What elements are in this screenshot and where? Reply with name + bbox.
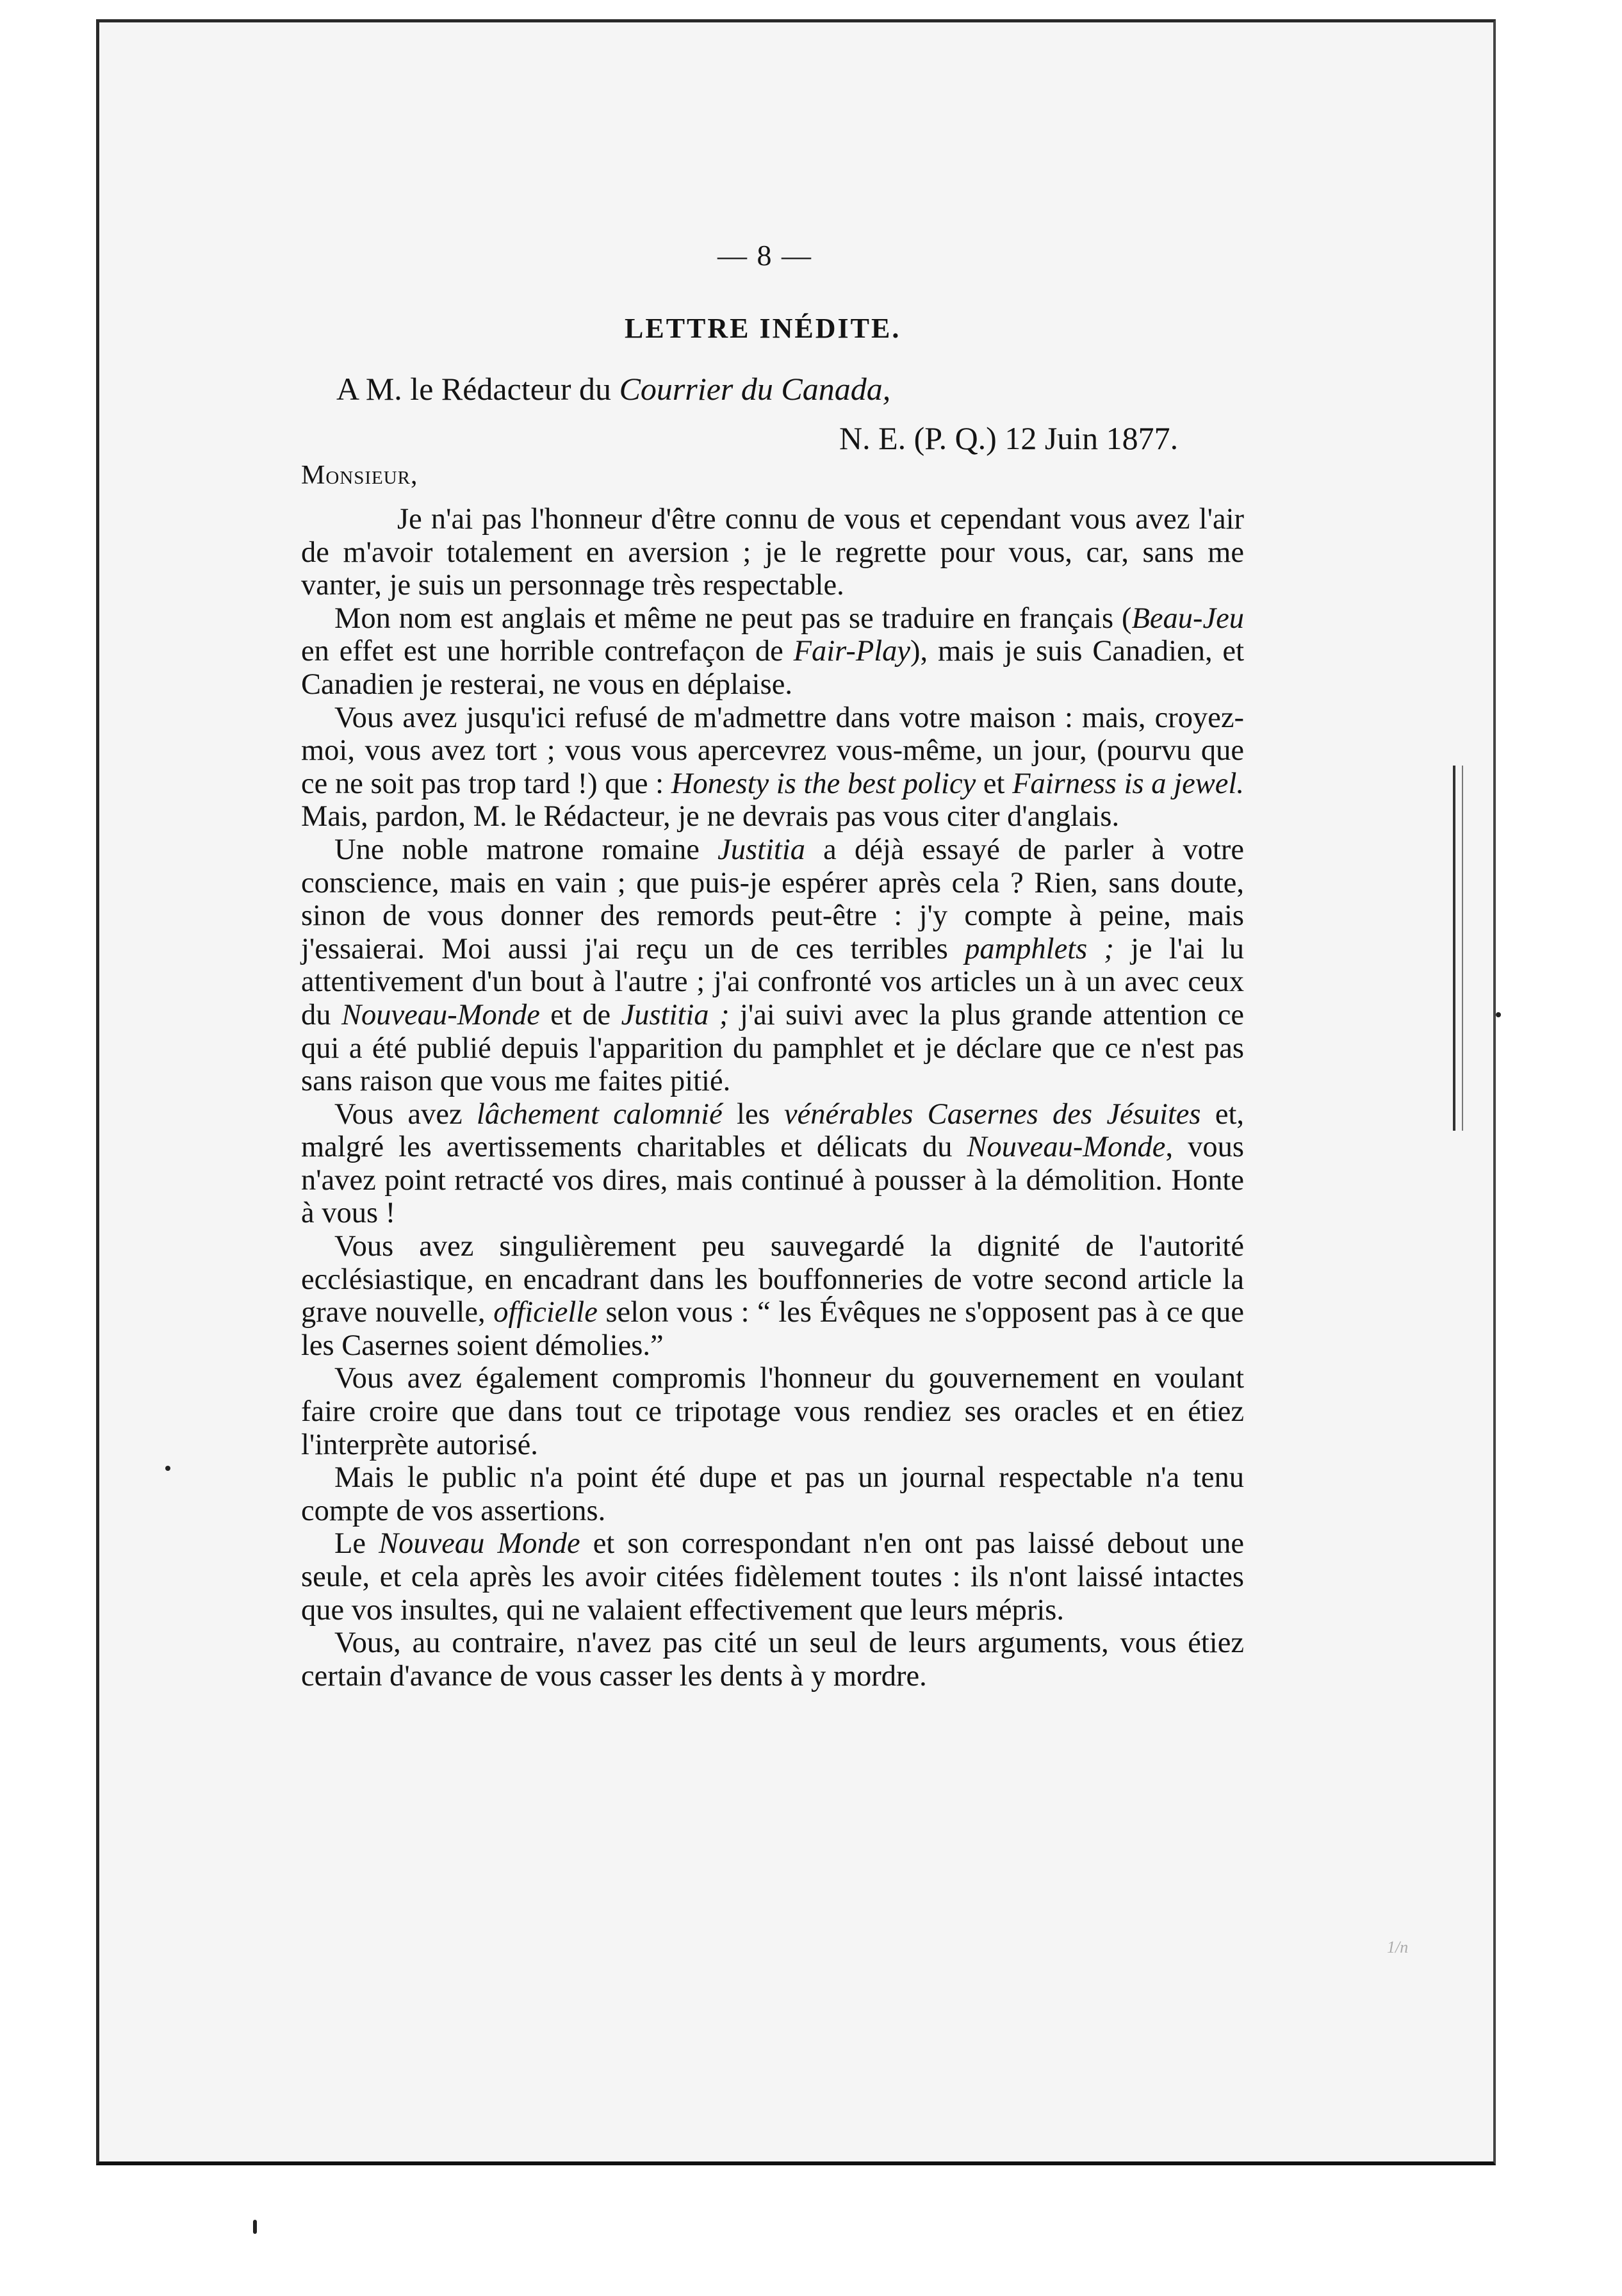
letter-paragraph (301, 1098, 1244, 1230)
paragraph-run: Mais, pardon, M. le Rédacteur, je ne devrais pas vous citer d'anglais. (301, 800, 1120, 833)
newspaper-name: Courrier du Canada, (619, 371, 891, 407)
paragraph-run: Vous avez singulièrement peu sauvegardé la dignité de l'autorité ecclésiastique, en encadrant dans les bouffonneries de votre second article la grave nouvelle, (301, 1230, 1244, 1329)
paragraph-run: Fairness is a jewel. (1012, 767, 1244, 800)
paragraph-run: Nouveau Monde (379, 1527, 580, 1561)
paragraph-run: Mais le public n'a point été dupe et pas un journal respectable n'a tenu compte de vos assertions. (301, 1461, 1244, 1527)
paragraph-run: vénérables Casernes des Jésuites (783, 1097, 1201, 1131)
paragraph-run: lâchement calomnié (476, 1097, 723, 1131)
paragraph-run: Le (334, 1527, 379, 1561)
paragraph-run: Honesty is the best policy (671, 767, 976, 800)
paragraph-run: et, malgré les avertissements charitables et délicats du (301, 1097, 1244, 1164)
paragraph-run: pamphlets ; (965, 932, 1114, 965)
paragraph-run: Vous avez (334, 1097, 477, 1131)
paragraph-run: selon vous : “ les Évêques ne s'opposent pas à ce que les Casernes soient démolies.” (301, 1296, 1244, 1362)
letter-paragraph (301, 1230, 1244, 1362)
speck-mark (253, 2220, 257, 2234)
paragraph-run: Beau-Jeu (1131, 602, 1244, 635)
page-title: LETTRE INÉDITE. (625, 313, 901, 344)
page-number: — 8 — (717, 239, 812, 272)
letter-paragraph (301, 1527, 1244, 1627)
letter-paragraph (301, 503, 1244, 602)
letter-paragraph (301, 1461, 1244, 1527)
paragraph-run: ), mais je suis Canadien, et Canadien je resterai, ne vous en déplaise. (301, 635, 1244, 701)
paragraph-run: Fair-Play (793, 635, 911, 668)
paragraph-run: Vous avez également compromis l'honneur du gouvernement en voulant faire croire que dans tout ce tripotage vous rendiez ses oracles et en étiez l'interprète autorisé. (301, 1362, 1244, 1461)
paragraph-run: a déjà essayé de parler à votre conscience, mais en vain ; que puis-je espérer après cela ? Rien, sans doute, sinon de vous donner des remords peut-être : j'y compte à peine, mais j'essaierai. Moi aussi j'ai reçu un de ces terribles (301, 833, 1245, 965)
letter-paragraph (301, 701, 1244, 833)
letter-address (336, 370, 890, 407)
paragraph-run: j'ai suivi avec la plus grande attention ce qui a été publié depuis l'apparition du pamphlet et je déclare que ce n'est pas sans raison que vous me faites pitié. (301, 998, 1245, 1098)
paragraph-run: Justitia (717, 833, 806, 866)
letter-paragraph (301, 833, 1244, 1098)
address-prefix: A M. le Rédacteur du (336, 371, 619, 407)
paragraph-run: je l'ai lu attentivement d'un bout à l'autre ; j'ai confronté vos articles un à un avec ceux du (301, 932, 1244, 1031)
corner-mark: 1/n (1387, 1938, 1409, 1956)
paragraph-run: Une noble matrone romaine (334, 833, 718, 866)
paragraph-run: Vous avez jusqu'ici refusé de m'admettre dans votre maison : mais, croyez-moi, vous avez tort ; vous vous apercevrez vous-même, un jour, (pourvu que ce ne soit pas trop tard !) que : (301, 701, 1244, 800)
paragraph-run: Vous, au contraire, n'avez pas cité un seul de leurs arguments, vous étiez certain d'avance de vous casser les dents à y mordre. (301, 1627, 1244, 1693)
paragraph-run: Je n'ai pas l'honneur d'être connu de vous et cependant vous avez l'air de m'avoir totalement en aversion ; je le regrette pour vous, car, sans me vanter, je suis un personnage très respectable. (301, 503, 1244, 602)
paragraph-run: Mon nom est anglais et même ne peut pas se traduire en français ( (334, 602, 1132, 635)
letter-paragraph (301, 1362, 1244, 1461)
letter-paragraph (301, 1627, 1244, 1693)
paragraph-run: , vous n'avez point retracté vos dires, mais continué à pousser à la démolition. Honte à vous ! (301, 1131, 1244, 1230)
paragraph-run: en effet est une horrible contrefaçon de (301, 635, 794, 668)
paragraph-run: Nouveau-Monde (341, 998, 540, 1031)
paragraph-run: et de (539, 998, 621, 1031)
paragraph-run: officielle (493, 1296, 598, 1329)
speck-mark (165, 1466, 170, 1471)
paragraph-run: et (976, 767, 1013, 800)
paragraph-run: Justitia ; (621, 998, 730, 1031)
paragraph-run: les (722, 1097, 784, 1131)
letter-dateline: N. E. (P. Q.) 12 Juin 1877. (839, 420, 1179, 456)
paragraph-run: Nouveau-Monde (967, 1131, 1166, 1164)
page-edge-mark (1453, 766, 1463, 1131)
speck-mark (1496, 1012, 1501, 1017)
letter-body (301, 503, 1244, 1693)
paragraph-run: et son correspondant n'en ont pas laissé debout une seule, et cela après les avoir citées fidèlement toutes : ils n'ont laissé intactes que vos insultes, qui ne valaient effectivement que leurs mépris. (301, 1527, 1244, 1627)
letter-salutation: Monsieur, (301, 461, 418, 490)
letter-paragraph (301, 602, 1244, 701)
